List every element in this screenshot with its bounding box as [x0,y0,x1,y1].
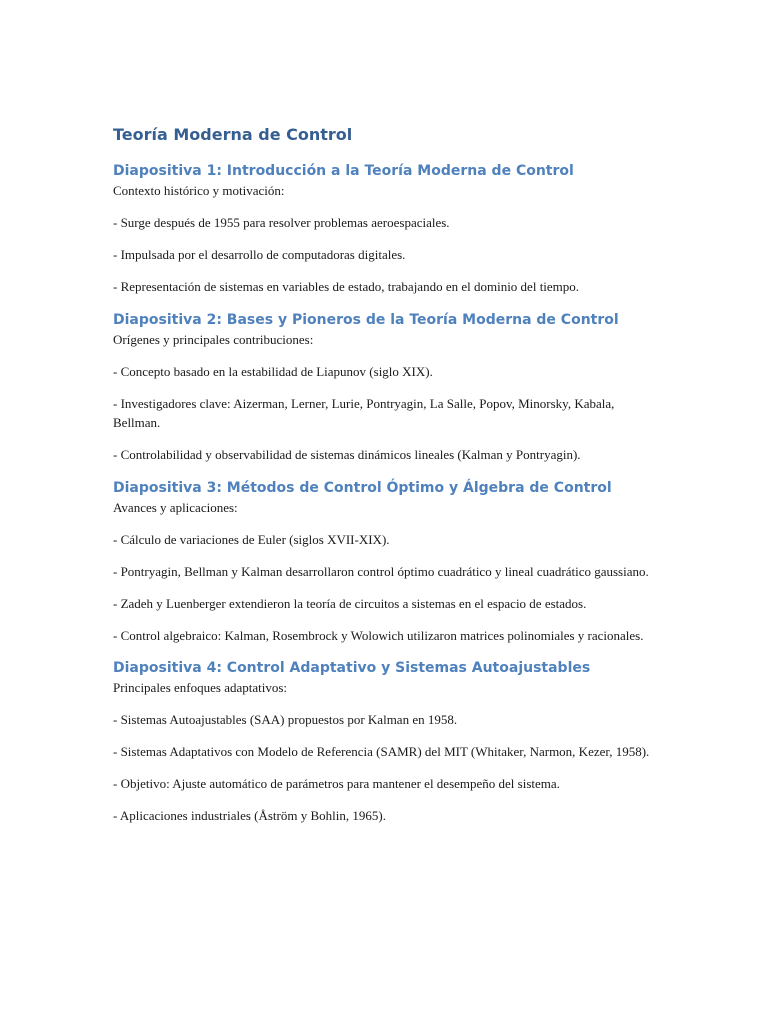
bullet-paragraph: - Controlabilidad y observabilidad de sistemas dinámicos lineales (Kalman y Pontryagin). [113,447,581,462]
slide-section-1 [113,161,658,297]
bullet-paragraph: - Aplicaciones industriales (Åström y Bohlin, 1965). [113,808,386,823]
slide-section-2 [113,310,658,465]
bullet-paragraph: - Zadeh y Luenberger extendieron la teoría de circuitos a sistemas en el espacio de estados. [113,595,587,611]
bullet-paragraph: - Objetivo: Ajuste automático de parámetros para mantener el desempeño del sistema. [113,776,560,791]
bullet-paragraph: - Cálculo de variaciones de Euler (siglos XVII-XIX). [113,531,390,547]
slide-heading: Diapositiva 3: Métodos de Control Óptimo y Álgebra de Control [113,479,612,496]
bullet-paragraph: - Impulsada por el desarrollo de computadoras digitales. [113,247,406,262]
slide-heading: Diapositiva 1: Introducción a la Teoría Moderna de Control [113,163,574,179]
bullet-paragraph: - Representación de sistemas en variables de estado, trabajando en el dominio del tiempo. [113,279,580,294]
bullet-paragraph: - Concepto basado en la estabilidad de Liapunov (siglo XIX). [113,363,433,379]
slide-intro: Principales enfoques adaptativos: [113,680,288,695]
slide-section-3 [113,478,658,646]
bullet-paragraph: - Pontryagin, Bellman y Kalman desarrollaron control óptimo cuadrático y lineal cuadrático gaussiano. [113,563,649,579]
slide-intro: Contexto histórico y motivación: [113,183,285,198]
slide-section-4 [113,658,658,826]
bullet-paragraph: - Sistemas Autoajustables (SAA) propuestos por Kalman en 1958. [113,712,458,727]
bullet-paragraph: - Sistemas Adaptativos con Modelo de Referencia (SAMR) del MIT (Whitaker, Narmon, Kezer, 1958). [113,744,650,759]
slide-heading: Diapositiva 2: Bases y Pioneros de la Teoría Moderna de Control [113,311,619,328]
slide-heading: Diapositiva 4: Control Adaptativo y Sistemas Autoajustables [113,660,591,676]
slide-intro: Orígenes y principales contribuciones: [113,331,314,347]
document-title: Teoría Moderna de Control [113,125,353,144]
document-page [113,124,658,826]
slide-intro: Avances y aplicaciones: [113,499,238,515]
bullet-paragraph: - Surge después de 1955 para resolver problemas aeroespaciales. [113,215,450,230]
bullet-paragraph: - Investigadores clave: Aizerman, Lerner, Lurie, Pontryagin, La Salle, Popov, Minorsky, Kabala, Bellman. [113,395,615,430]
bullet-paragraph: - Control algebraico: Kalman, Rosembrock y Wolowich utilizaron matrices polinomiales y racionales. [113,627,644,643]
